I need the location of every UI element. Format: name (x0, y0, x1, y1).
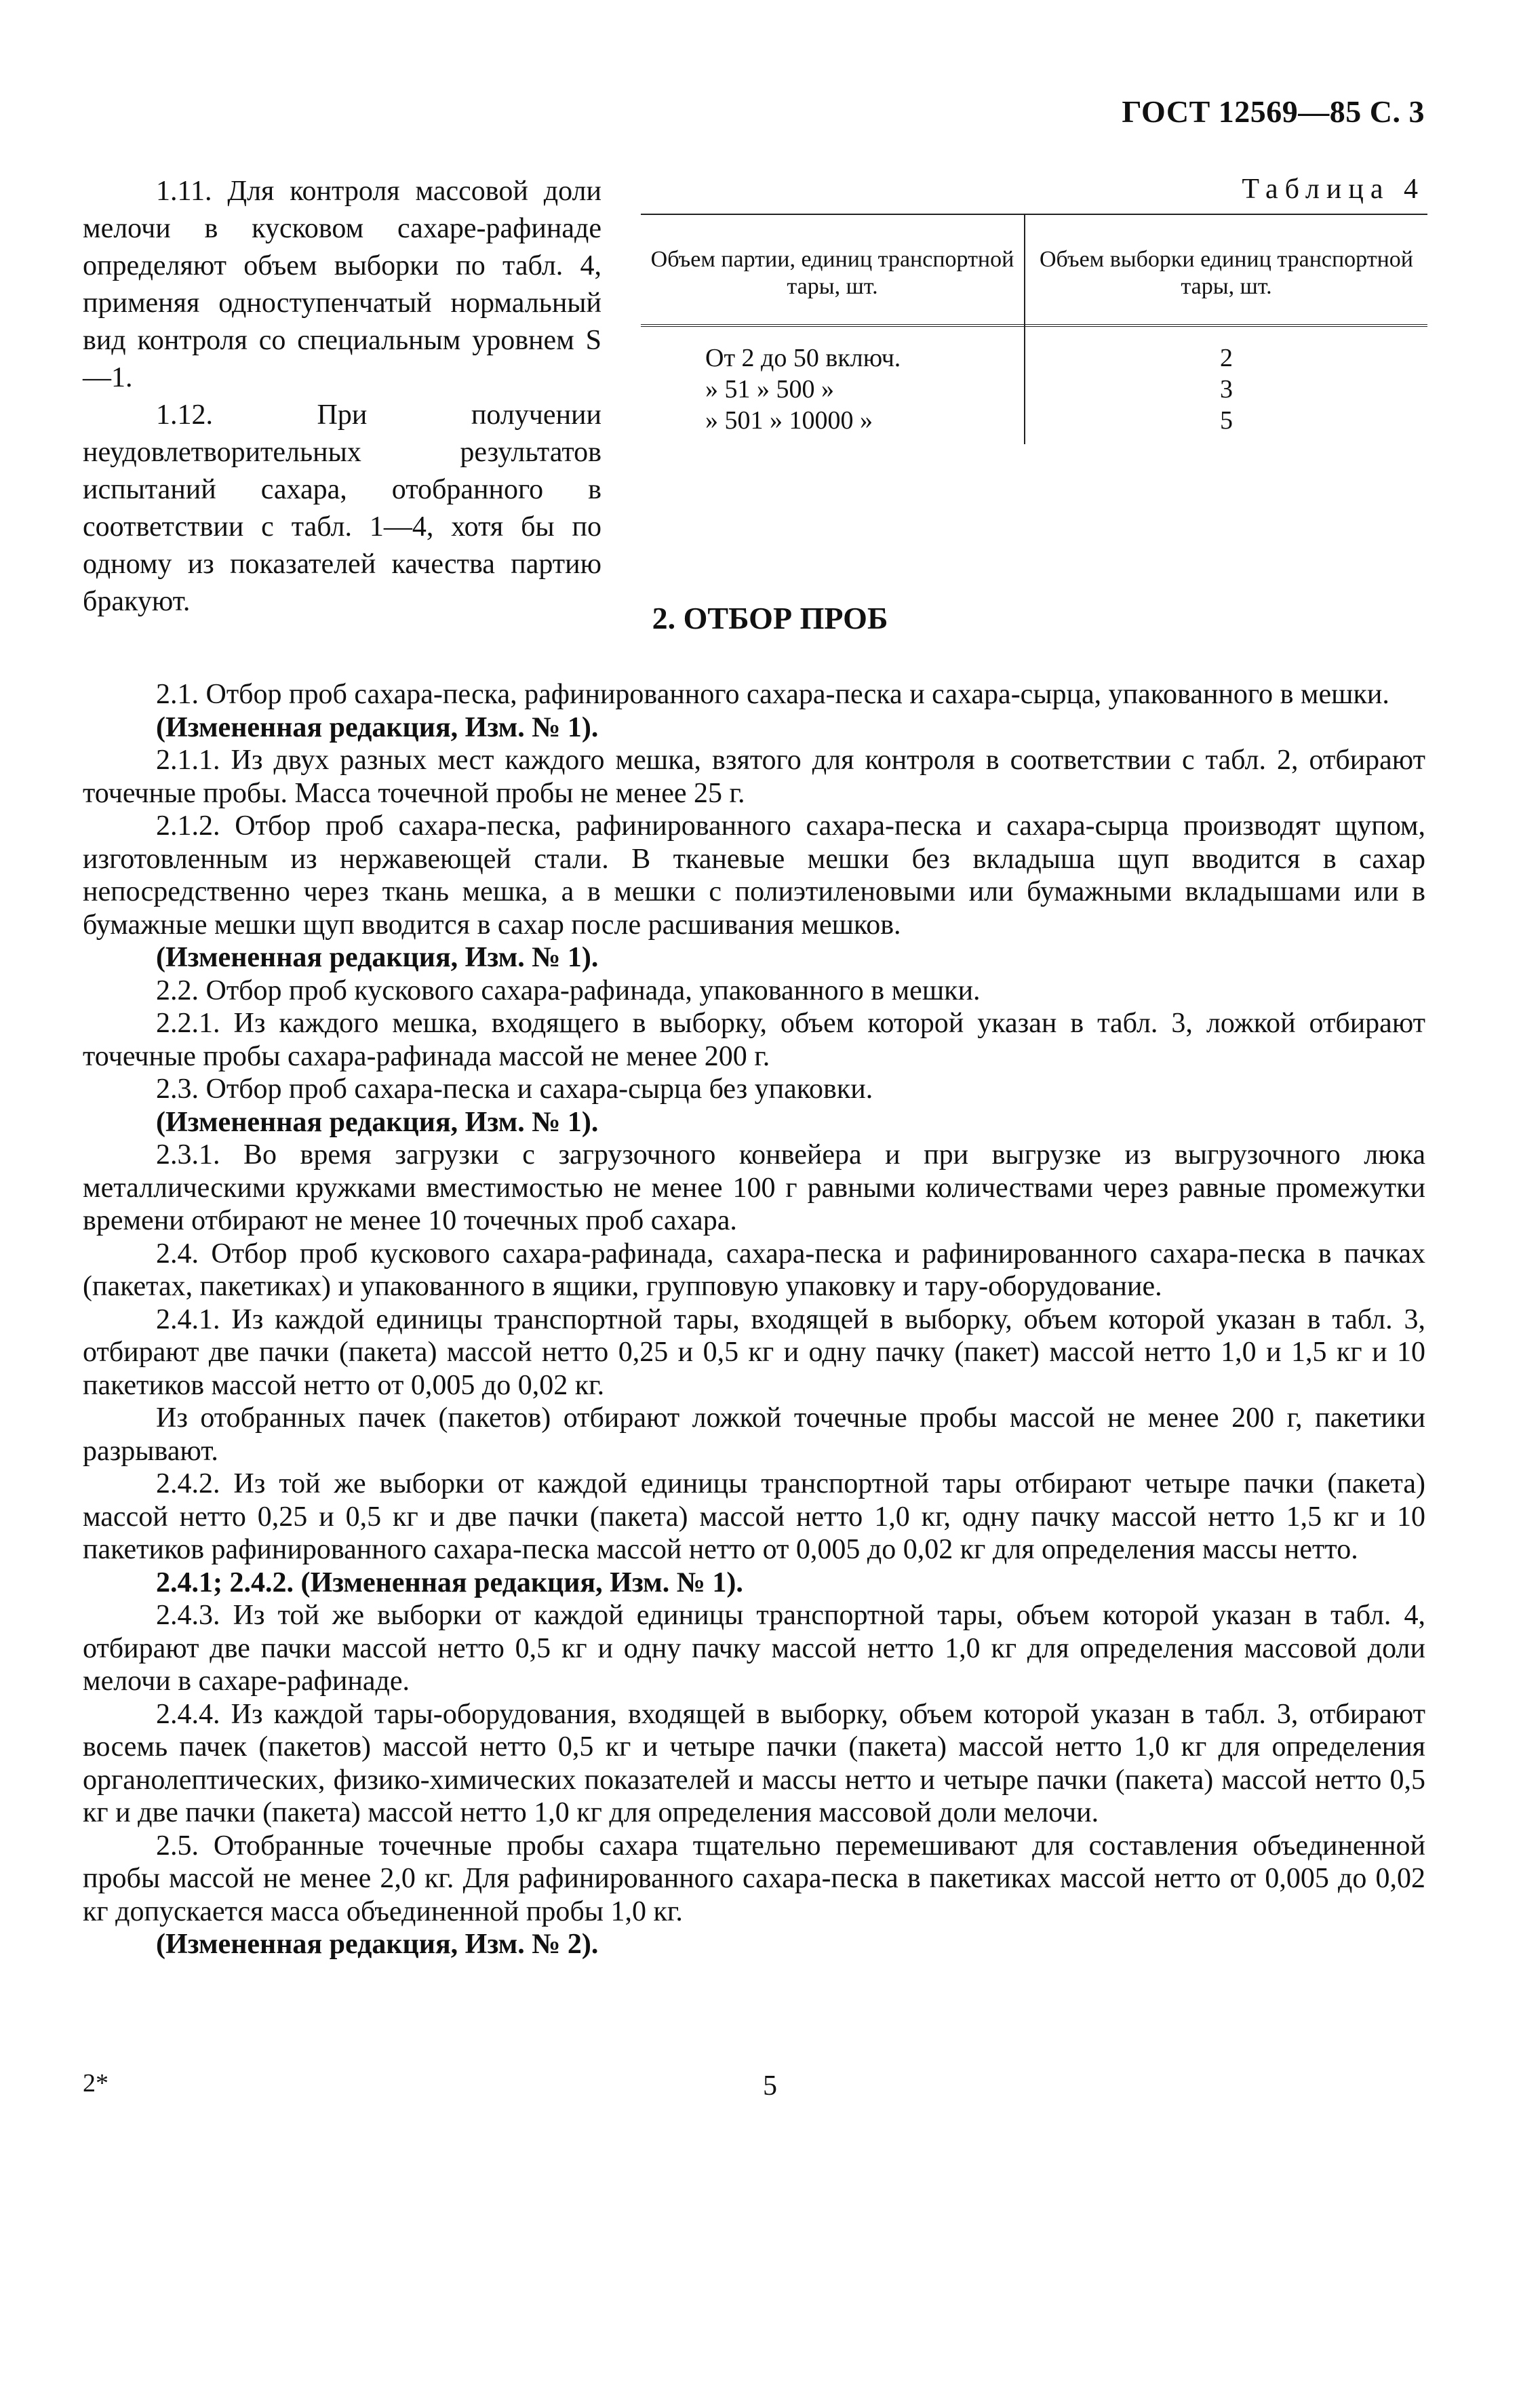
table-cell: 2 (1220, 344, 1233, 372)
section-title: 2. ОТБОР ПРОБ (652, 601, 888, 635)
page-header: ГОСТ 12569—85 С. 3 (1122, 94, 1425, 129)
edit-note: 2.4.1; 2.4.2. (Измененная редакция, Изм. № 1). (156, 1567, 743, 1598)
table-header-rule (641, 324, 1427, 327)
body-paragraph: 2.4.4. Из каждой тары-оборудования, входящей в выборку, объем которой указан в табл. 3, отбирают восемь пачек (пакетов) массой нетто 0,5 кг и четыре пачки (пакета) массой нетто 1,0 кг для определения органолептических, физико-химических показателей и массы нетто и четыре пачки (пакета) массой нетто 0,5 кг и две пачки (пакета) массой нетто 1,0 кг для определения массовой доли мелочи. (83, 1698, 1425, 1828)
table-header-sample-size: Объем выборки единиц транспортной тары, шт. (1040, 247, 1413, 299)
edit-note: (Измененная редакция, Изм. № 1). (156, 711, 599, 743)
edit-note: (Измененная редакция, Изм. № 1). (156, 942, 599, 973)
table-column-lot-size (705, 342, 1017, 436)
table-cell: От 2 до 50 включ. (705, 344, 901, 372)
body-paragraph: 2.4.2. Из той же выборки от каждой единицы транспортной тары отбирают четыре пачки (пакета) массой нетто 0,25 и 0,5 кг и две пачки (пакета) массой нетто 1,0 кг, одну пачку массой нетто 1,5 кг и 10 пакетиков рафинированного сахара-песка массой нетто от 0,005 до 0,02 кг для определения массы нетто. (83, 1468, 1425, 1565)
body-paragraph: 2.1. Отбор проб сахара-песка, рафинированного сахара-песка и сахара-сырца, упакованного в мешки. (156, 679, 1389, 710)
body-paragraph: 2.4.1. Из каждой единицы транспортной тары, входящей в выборку, объем которой указан в табл. 3, отбирают две пачки (пакета) массой нетто 0,25 и 0,5 кг и одну пачку (пакет) массой нетто 1,0 и 1,5 кг и 10 пакетиков массой нетто от 0,005 до 0,02 кг. (83, 1303, 1425, 1401)
table-header-lot-size: Объем партии, единиц транспортной тары, шт. (650, 247, 1014, 299)
body-paragraph: 2.2.1. Из каждого мешка, входящего в выборку, объем которой указан в табл. 3, ложкой отбирают точечные пробы сахара-рафинада массой не менее 200 г. (83, 1008, 1425, 1072)
page-number: 5 (763, 2070, 777, 2102)
signature-mark: 2* (83, 2069, 108, 2098)
body-paragraph: 2.2. Отбор проб кускового сахара-рафинада, упакованного в мешки. (156, 975, 981, 1006)
table-cell: » 51 » 500 » (705, 375, 834, 404)
table-column-sample-size (1025, 342, 1427, 436)
body-paragraph: 2.1.2. Отбор проб сахара-песка, рафинированного сахара-песка и сахара-сырца производят щупом, изготовленным из нержавеющей стали. В тканевые мешки без вкладыша щуп вводится в сахар непосредственно через ткань мешка, а в мешки с полиэтиленовыми или бумажными вкладышами или в бумажные мешки щуп вводится в сахар после расшивания мешков. (83, 810, 1425, 941)
section-body (83, 678, 1425, 1961)
table-caption: Таблица 4 (1242, 174, 1425, 205)
body-paragraph: Из отобранных пачек (пакетов) отбирают ложкой точечные пробы массой не менее 200 г, пакетики разрывают. (83, 1402, 1425, 1467)
table-cell: 3 (1220, 375, 1233, 404)
body-paragraph: 2.3. Отбор проб сахара-песка и сахара-сырца без упаковки. (156, 1074, 873, 1105)
table-cell: 5 (1220, 406, 1233, 435)
body-paragraph: 2.5. Отобранные точечные пробы сахара тщательно перемешивают для составления объединенной пробы массой не менее 2,0 кг. Для рафинированного сахара-песка в пакетиках массой нетто от 0,005 до 0,02 кг допускается масса объединенной пробы 1,0 кг. (83, 1830, 1425, 1927)
body-paragraph: 2.4.3. Из той же выборки от каждой единицы транспортной тары, объем которой указан в табл. 4, отбирают две пачки массой нетто 0,5 кг и одну пачку массой нетто 1,0 кг для определения массовой доли мелочи в сахаре-рафинаде. (83, 1600, 1425, 1697)
body-paragraph: 2.4. Отбор проб кускового сахара-рафинада, сахара-песка и рафинированного сахара-песка в пачках (пакетах, пакетиках) и упакованного в ящики, групповую упаковку и тару-оборудование. (83, 1238, 1425, 1302)
paragraph-1-12: 1.12. При получении неудовлетворительных результатов испытаний сахара, отобранного в соответствии с табл. 1—4, хотя бы по одному из показателей качества партию бракуют. (83, 399, 601, 617)
body-paragraph: 2.3.1. Во время загрузки с загрузочного конвейера и при выгрузке из выгрузочного люка металлическими кружками вместимостью не менее 100 г равными количествами через равные промежутки времени отбирают не менее 10 точечных проб сахара. (83, 1139, 1425, 1236)
table-cell: » 501 » 10000 » (705, 406, 873, 435)
body-paragraph: 2.1.1. Из двух разных мест каждого мешка, взятого для контроля в соответствии с табл. 2, отбирают точечные пробы. Масса точечной пробы не менее 25 г. (83, 745, 1425, 809)
table-top-rule (641, 214, 1427, 215)
edit-note: (Измененная редакция, Изм. № 1). (156, 1106, 599, 1138)
edit-note: (Измененная редакция, Изм. № 2). (156, 1929, 599, 1960)
left-column-text (83, 173, 601, 621)
paragraph-1-11: 1.11. Для контроля массовой доли мелочи в кусковом сахаре-рафинаде определяют объем выборки по табл. 4, применяя одноступенчатый нормальный вид контроля со специальным уровнем S—1. (83, 176, 601, 393)
